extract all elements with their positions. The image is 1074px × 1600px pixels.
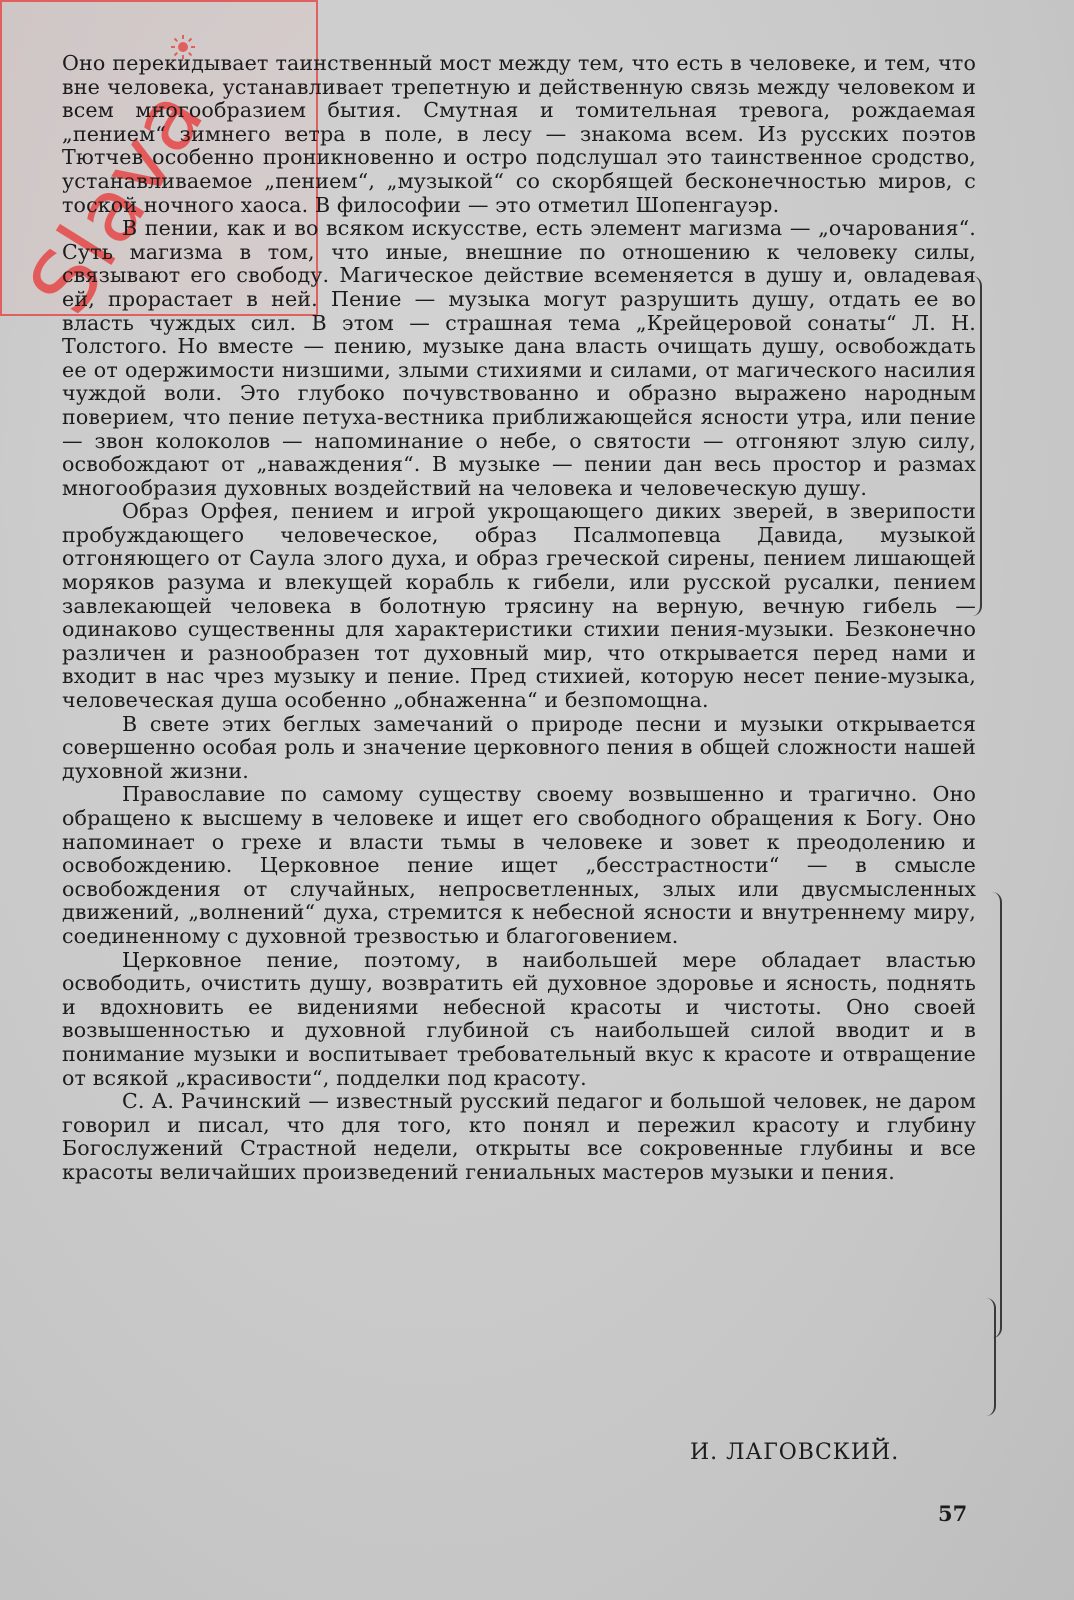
- paragraph-1: Оно перекидывает таинственный мост между тем, что есть в человеке, и тем, что вне человека, устанавливает трепетную и действенную связь между человеком и всем многообразием бытия. Смутная и томительная тревога, рождаемая „пением“ зимнего ветра в поле, в лесу — знакома всем. Из русских поэтов Тютчев особенно проникновенно и остро подслушал это таинственное сродство, устанавливаемое „пением“, „музыкой“ со скорбящей бесконечностью миров, с тоской ночного хаоса. В философии — это отметил Шопенгауэр.: [62, 51, 976, 217]
- paragraph-6: Церковное пение, поэтому, в наибольшей мере обладает властью освободить, очистить душу, возвратить ей духовное здоровье и ясность, поднять и вдохновить ее видениями небесной красоты и чистоты. Оно своей возвышенностью и духовной глубиной съ наибольшей силой вводит и в понимание музыки и воспитывает требовательный вкус к красоте и отвращение от всякой „красивости“, подделки под красоту.: [62, 947, 976, 1090]
- author-signature: И. ЛАГОВСКИЙ.: [690, 1440, 900, 1465]
- paragraph-3: Образ Орфея, пением и игрой укрощающего диких зверей, в зверипости пробуждающего человеческое, образ Псалмопевца Давида, музыкой отгоняющего от Саула злого духа, и образ греческой сирены, пением лишающей моряков разума и влекущей корабль к гибели, или русской русалки, пением завлекающей человека в болотную трясину на верную, вечную гибель — одинаково существенны для характеристики стихии пения-музыки. Безконечно различен и разнообразен тот духовный мир, что открывается перед нами и входит в нас чрез музыку и пение. Пред стихией, которую несет пение-музыка, человеческая душа особенно „обнаженна“ и безпомощна.: [62, 499, 976, 713]
- article-body: [62, 52, 976, 1185]
- margin-mark-1: [962, 276, 982, 616]
- paragraph-4: В свете этих беглых замечаний о природе песни и музыки открывается совершенно особая роль и значение церковного пения в общей сложности нашей духовной жизни.: [62, 711, 976, 783]
- margin-mark-2: [988, 892, 1002, 1338]
- paragraph-5: Православие по самому существу своему возвышенно и трагично. Оно обращено к высшему в человеке и ищет его свободного обращения к Богу. Оно напоминает о грехе и власти тьмы в человеке и зовет к преодолению и освобождению. Церковное пение ищет „бесстрастности“ — в смысле освобождения от случайных, непросветленных, злых или двусмысленных движений, „волнений“ духа, стремится к небесной ясности и внутреннему миру, соединенному с духовной трезвостью и благоговением.: [62, 782, 976, 948]
- paragraph-7: С. А. Рачинский — известный русский педагог и большой человек, не даром говорил и писал, что для того, кто понял и пережил красоту и глубину Богослужений Страстной недели, открыты все сокровенные глубины и все красоты величайших произведений гениальных мастеров музыки и пения.: [62, 1089, 976, 1184]
- margin-mark-3: [982, 1298, 996, 1416]
- paragraph-2: В пении, как и во всяком искусстве, есть элемент магизма — „очарования“. Суть магизма в том, что иные, внешние по отношению к человеку силы, связывают его свободу. Магическое действие всеменяется в душу и, овладевая ей, прорастает в ней. Пение — музыка могут разрушить душу, отдать ее во власть чуждых сил. В этом — страшная тема „Крейцеровой сонаты“ Л. Н. Толстого. Но вместе — пению, музыке дана власть очищать душу, освобождать ее от одержимости низшими, злыми стихиями и силами, от магического насилия чуждой воли. Это глубоко почувствованно и образно выражено народным поверием, что пение петуха-вестника приближающейся ясности утра, или пение — звон колоколов — напоминание о небе, о святости — отгоняют злую силу, освобождают от „наваждения“. В музыке — пении дан весь простор и размах многообразия духовных воздействий на человека и человеческую душу.: [62, 216, 976, 500]
- page-number: 57: [938, 1501, 968, 1526]
- watermark-text: Slava: [10, 70, 225, 331]
